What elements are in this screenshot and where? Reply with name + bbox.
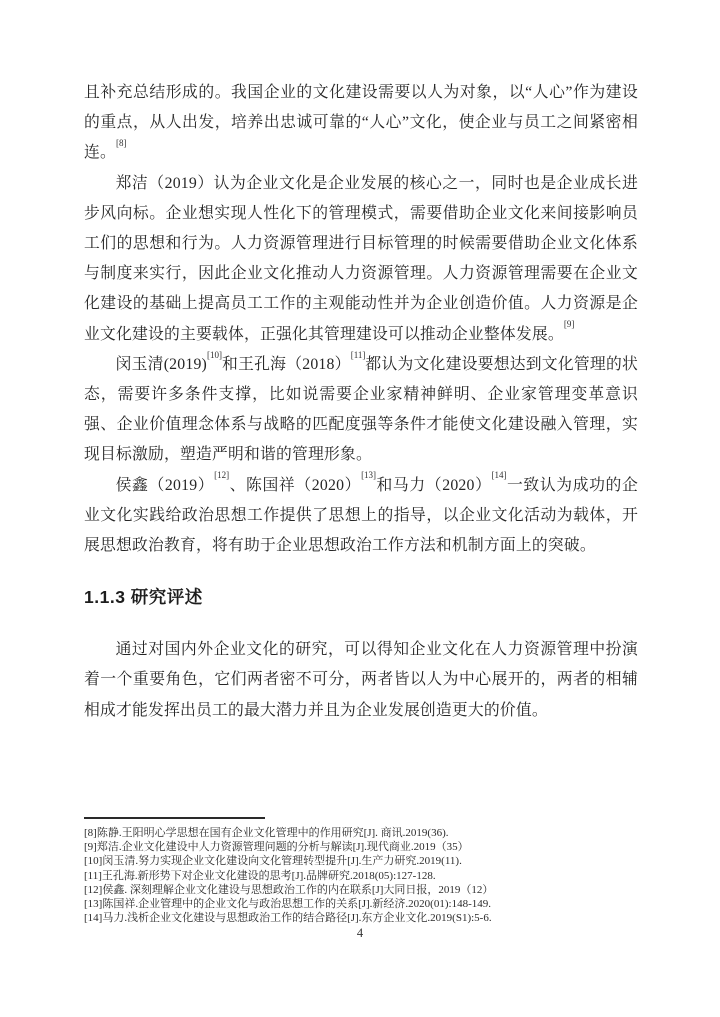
footnote-separator [84,817,265,819]
footnote-ref-11: [11] [350,349,366,360]
footnote-ref-12: [12] [214,470,230,481]
body-paragraph-5 [84,635,638,726]
footnote-ref-10: [10] [207,349,223,360]
page-body [84,78,638,726]
body-paragraph-4 [84,471,638,562]
section-heading: 1.1.3 研究评述 [84,587,203,608]
footnote-item-11: [11]王孔海.新形势下对企业文化建设的思考[J].品牌研究.2018(05):127-128. [84,869,436,882]
paragraph-text: 和马力（2020） [376,476,492,494]
paragraph-text: 、陈国祥（2020） [229,476,362,494]
footnote-ref-13: [13] [361,470,377,481]
paragraph-text: 闵玉清(2019) [115,355,208,373]
footnote-item-13: [13]陈国祥.企业管理中的企业文化与政治思想工作的关系[J].新经济.2020(01):148-149. [84,898,491,911]
paragraph-text: 通过对国内外企业文化的研究，可以得知企业文化在人力资源管理中扮演着一个重要角色，它们两者密不可分，两者皆以人为中心展开的，两者的相辅相成才能发挥出员工的最大潜力并且为企业发展创造更大的价值。 [84,641,638,719]
paragraph-text: 且补充总结形成的。我国企业的文化建设需要以人为对象，以“人心”作为建设的重点，从人出发，培养出忠诚可靠的“人心”文化，使企业与员工之间紧密相连。 [84,84,638,162]
body-paragraph-2 [84,169,638,350]
paragraph-text: 都认为文化建设要想达到文化管理的状态，需要许多条件支撑，比如说需要企业家精神鲜明、企业家管理变革意识强、企业价值理念体系与战略的匹配度强等条件才能使文化建设融入管理，实现目标激励，塑造严明和谐的管理形象。 [84,355,638,464]
footnote-item-14: [14]马力.浅析企业文化建设与思想政治工作的结合路径[J].东方企业文化.2019(S1):5-6. [84,912,492,925]
paragraph-text: 郑洁（2019）认为企业文化是企业发展的核心之一，同时也是企业成长进步风向标。企业想实现人性化下的管理模式，需要借助企业文化来间接影响员工们的思想和行为。人力资源管理进行目标管理的时候需要借助企业文化体系与制度来实行，因此企业文化推动人力资源管理。人力资源管理需要在企业文化建设的基础上提高员工工作的主观能动性并为企业创造价值。人力资源是企业文化建设的主要载体，正强化其管理建设可以推动企业整体发展。 [84,174,638,343]
footnote-item-9: [9]郑洁.企业文化建设中人力资源管理问题的分析与解读[J].现代商业.2019（35） [84,841,469,854]
paragraph-text: 侯鑫（2019） [115,476,215,494]
page-number: 4 [356,926,364,940]
footnote-item-8: [8]陈静.王阳明心学思想在国有企业文化管理中的作用研究[J]. 商讯.2019(36). [84,827,449,839]
body-paragraph-3 [84,350,638,471]
footnote-item-12: [12]侯鑫. 深刻理解企业文化建设与思想政治工作的内在联系[J]大同日报，2019（12） [84,883,494,896]
body-paragraph-1 [84,78,638,169]
footnote-ref-14: [14] [491,470,507,481]
paragraph-text: 一致认为成功的企业文化实践给政治思想工作提供了思想上的指导，以企业文化活动为载体，开展思想政治教育，将有助于企业思想政治工作方法和机制方面上的突破。 [84,476,638,555]
footnote-ref-8: [8] [116,138,127,149]
footnote-ref-9: [9] [563,319,575,330]
footnote-item-10: [10]闵玉清.努力实现企业文化建设向文化管理转型提升[J].生产力研究.2019(11). [84,855,462,868]
footnotes-section [84,817,638,925]
paragraph-text: 和王孔海（2018） [222,355,351,373]
